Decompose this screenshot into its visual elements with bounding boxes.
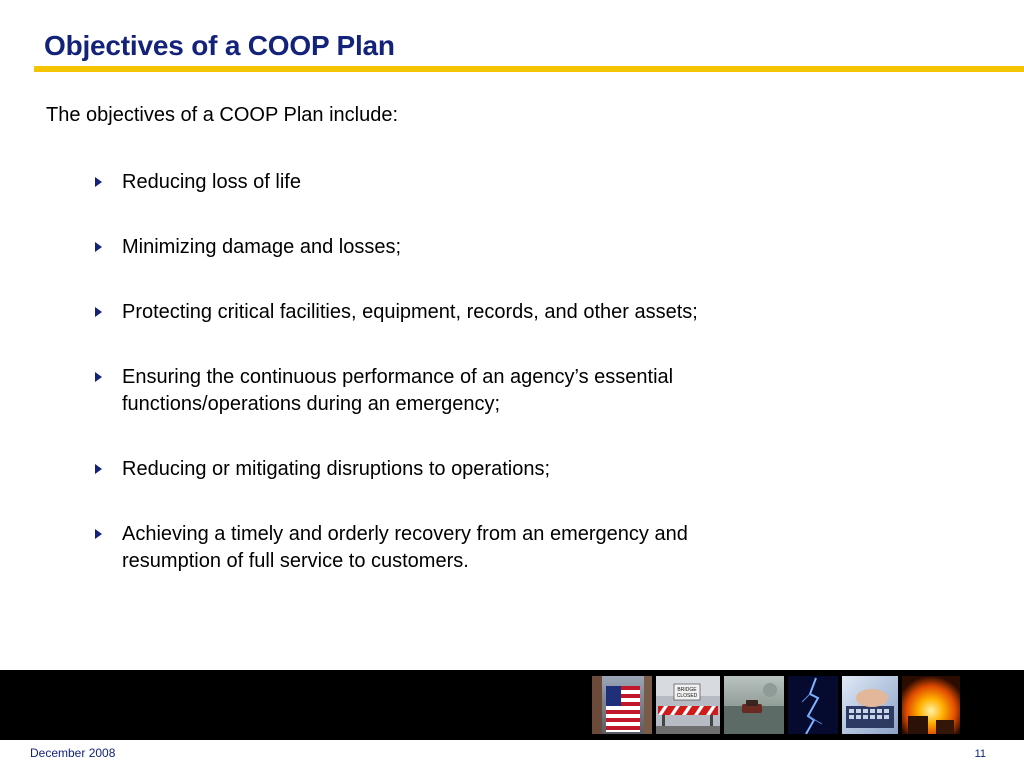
list-item [92,299,792,326]
intro-text: The objectives of a COOP Plan include: [46,104,399,126]
list-item-text: Reducing or mitigating disruptions to operations; [122,458,551,480]
list-item-text: Minimizing damage and losses; [122,236,402,258]
bullet-arrow-icon [94,170,104,194]
flood-photo [724,676,784,734]
list-item-text: Ensuring the continuous performance of an agency’s essential functions/operations during an emergency; [122,366,674,415]
list-item [92,521,792,575]
bullet-arrow-icon [94,457,104,481]
sign-text-line1: BRIDGE [677,687,697,693]
keyboard-photo [842,676,898,734]
list-item-text: Achieving a timely and orderly recovery from an emergency and resumption of full service to customers. [122,523,688,572]
list-item [92,456,792,483]
sign-text-line2: CLOSED [676,693,698,699]
list-item [92,169,792,196]
bullet-arrow-icon [94,300,104,324]
page-number: 11 [974,748,986,760]
title-underline [34,66,1024,72]
bullet-arrow-icon [94,522,104,546]
list-item-text: Protecting critical facilities, equipment, records, and other assets; [122,301,698,323]
list-item-text: Reducing loss of life [122,171,301,193]
footer-date: December 2008 [30,746,116,760]
list-item [92,364,792,418]
bullet-arrow-icon [94,235,104,259]
list-item [92,234,792,261]
slide-title: Objectives of a COOP Plan [44,30,395,61]
emergency-photo-strip [592,676,960,734]
fire-photo [902,676,960,734]
bridge-closed-photo [656,676,720,734]
lightning-photo [788,676,838,734]
objectives-list [92,169,792,613]
flag-photo [592,676,652,734]
bullet-arrow-icon [94,365,104,389]
